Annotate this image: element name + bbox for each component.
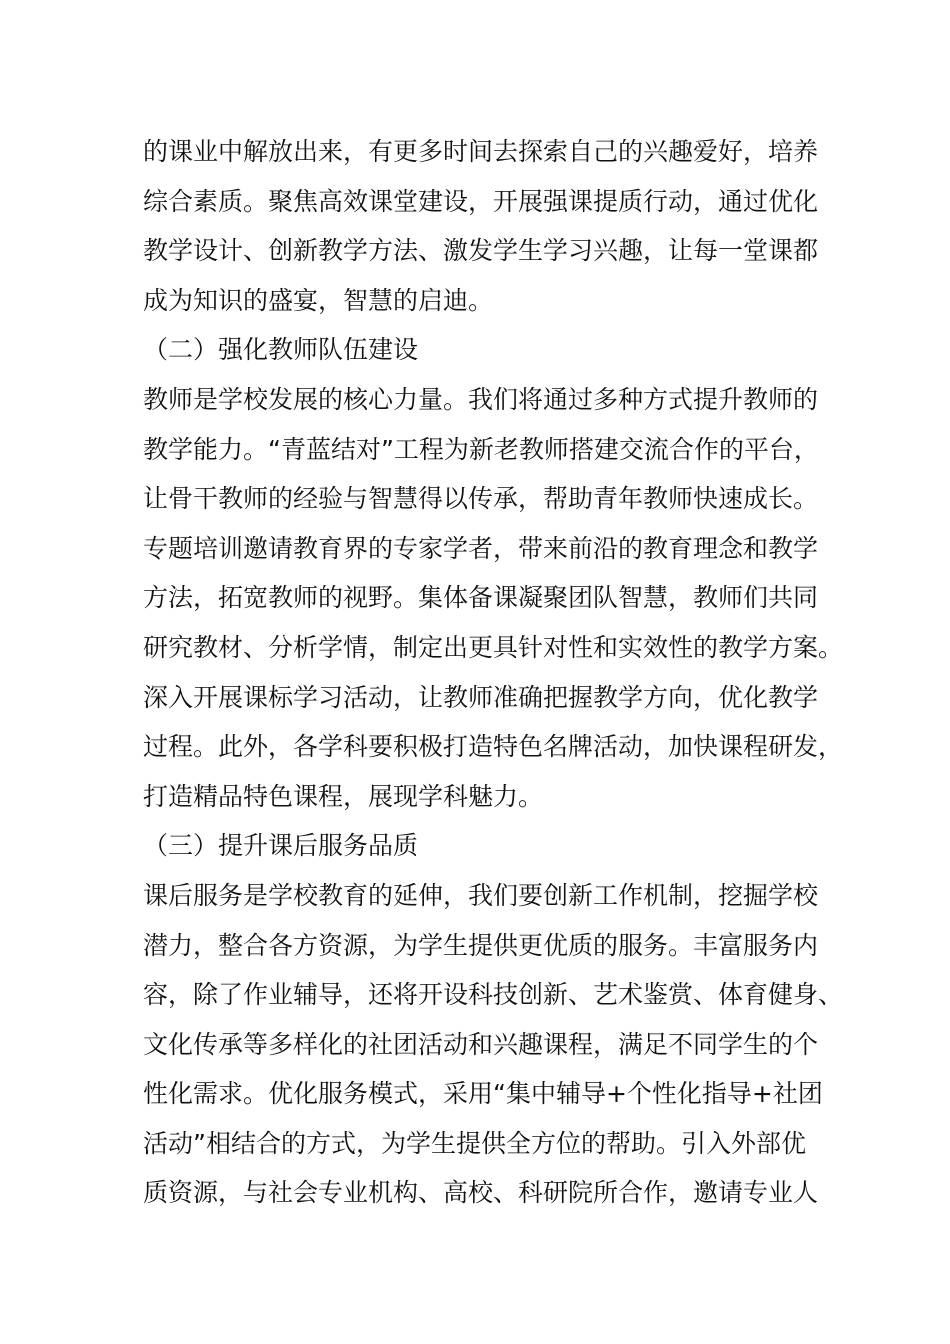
body-text-line: 性化需求。优化服务模式，采用“集中辅导+个性化指导+社团 <box>143 1079 823 1109</box>
body-text-line: 方法，拓宽教师的视野。集体备课凝聚团队智慧，教师们共同 <box>143 583 819 613</box>
section-heading: （二）强化教师队伍建设 <box>143 335 419 365</box>
body-text-line: 教学能力。“青蓝结对”工程为新老教师搭建交流合作的平台， <box>143 434 819 464</box>
body-text-line: 课后服务是学校教育的延伸，我们要创新工作机制，挖掘学校 <box>143 880 819 910</box>
body-text-line: 潜力，整合各方资源，为学生提供更优质的服务。丰富服务内 <box>143 930 819 960</box>
body-text-line: 容，除了作业辅导，还将开设科技创新、艺术鉴赏、体育健身、 <box>143 980 844 1010</box>
body-text-line: 深入开展课标学习活动，让教师准确把握教学方向，优化教学 <box>143 682 819 712</box>
body-text-line: 的课业中解放出来，有更多时间去探索自己的兴趣爱好，培养 <box>143 137 819 166</box>
section-heading: （三）提升课后服务品质 <box>143 831 419 861</box>
body-text-line: 活动”相结合的方式，为学生提供全方位的帮助。引入外部优 <box>143 1128 806 1158</box>
body-text-line: 质资源，与社会专业机构、高校、科研院所合作，邀请专业人 <box>143 1178 819 1208</box>
body-text-line: 打造精品特色课程，展现学科魅力。 <box>143 781 544 811</box>
body-text-line: 教师是学校发展的核心力量。我们将通过多种方式提升教师的 <box>143 384 819 414</box>
body-text-line: 教学设计、创新教学方法、激发学生学习兴趣，让每一堂课都 <box>143 236 819 266</box>
body-text-line: 让骨干教师的经验与智慧得以传承，帮助青年教师快速成长。 <box>143 484 819 514</box>
body-text-line: 文化传承等多样化的社团活动和兴趣课程，满足不同学生的个 <box>143 1029 819 1059</box>
body-text-line: 研究教材、分析学情，制定出更具针对性和实效性的教学方案。 <box>143 632 844 662</box>
body-text-line: 成为知识的盛宴，智慧的启迪。 <box>143 285 494 315</box>
body-text-line: 综合素质。聚焦高效课堂建设，开展强课提质行动，通过优化 <box>143 186 819 216</box>
body-text-line: 专题培训邀请教育界的专家学者，带来前沿的教育理念和教学 <box>143 533 819 563</box>
body-text-line: 过程。此外，各学科要积极打造特色名牌活动，加快课程研发， <box>143 732 844 762</box>
document-body <box>143 127 843 1218</box>
